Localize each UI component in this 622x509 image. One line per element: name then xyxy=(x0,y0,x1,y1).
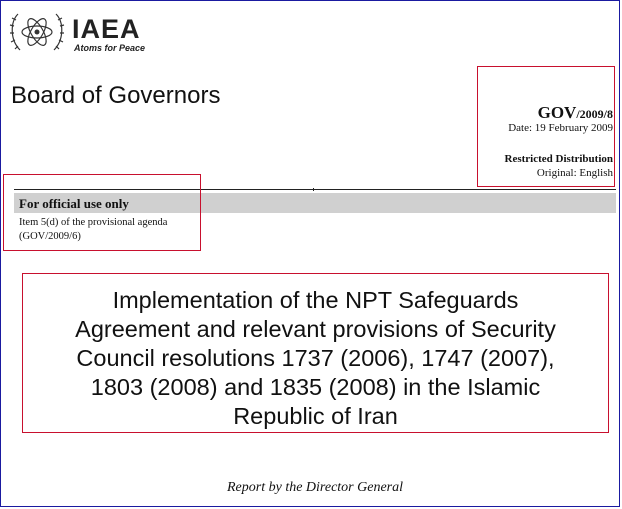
agenda-doc: (GOV/2009/6) xyxy=(19,231,81,242)
official-use-label: For official use only xyxy=(19,196,129,211)
distribution-level: Restricted Distribution xyxy=(504,153,613,165)
agenda-reference xyxy=(19,216,167,244)
title-line: Council resolutions 1737 (2006), 1747 (2007), xyxy=(76,345,555,371)
title-line: Republic of Iran xyxy=(233,403,398,429)
original-language: Original: English xyxy=(536,167,613,179)
logo-wordmark: IAEA xyxy=(72,14,141,44)
document-code xyxy=(538,103,613,123)
title-line: Implementation of the NPT Safeguards xyxy=(112,287,519,313)
agenda-item: Item 5(d) of the provisional agenda xyxy=(19,217,168,228)
logo-tagline: Atoms for Peace xyxy=(74,43,146,53)
iaea-logo xyxy=(6,6,146,58)
report-byline: Report by the Director General xyxy=(227,480,403,495)
document-title xyxy=(24,286,607,431)
document-code-prefix: GOV xyxy=(537,103,577,122)
board-title: Board of Governors xyxy=(11,82,221,109)
document-code-suffix: /2009/8 xyxy=(576,107,613,121)
rule-tick xyxy=(313,188,314,191)
title-line: Agreement and relevant provisions of Security xyxy=(75,316,556,342)
title-line: 1803 (2008) and 1835 (2008) in the Islamic xyxy=(90,374,541,400)
document-date: Date: 19 February 2009 xyxy=(508,122,613,134)
atom-wreath-icon xyxy=(6,6,68,56)
